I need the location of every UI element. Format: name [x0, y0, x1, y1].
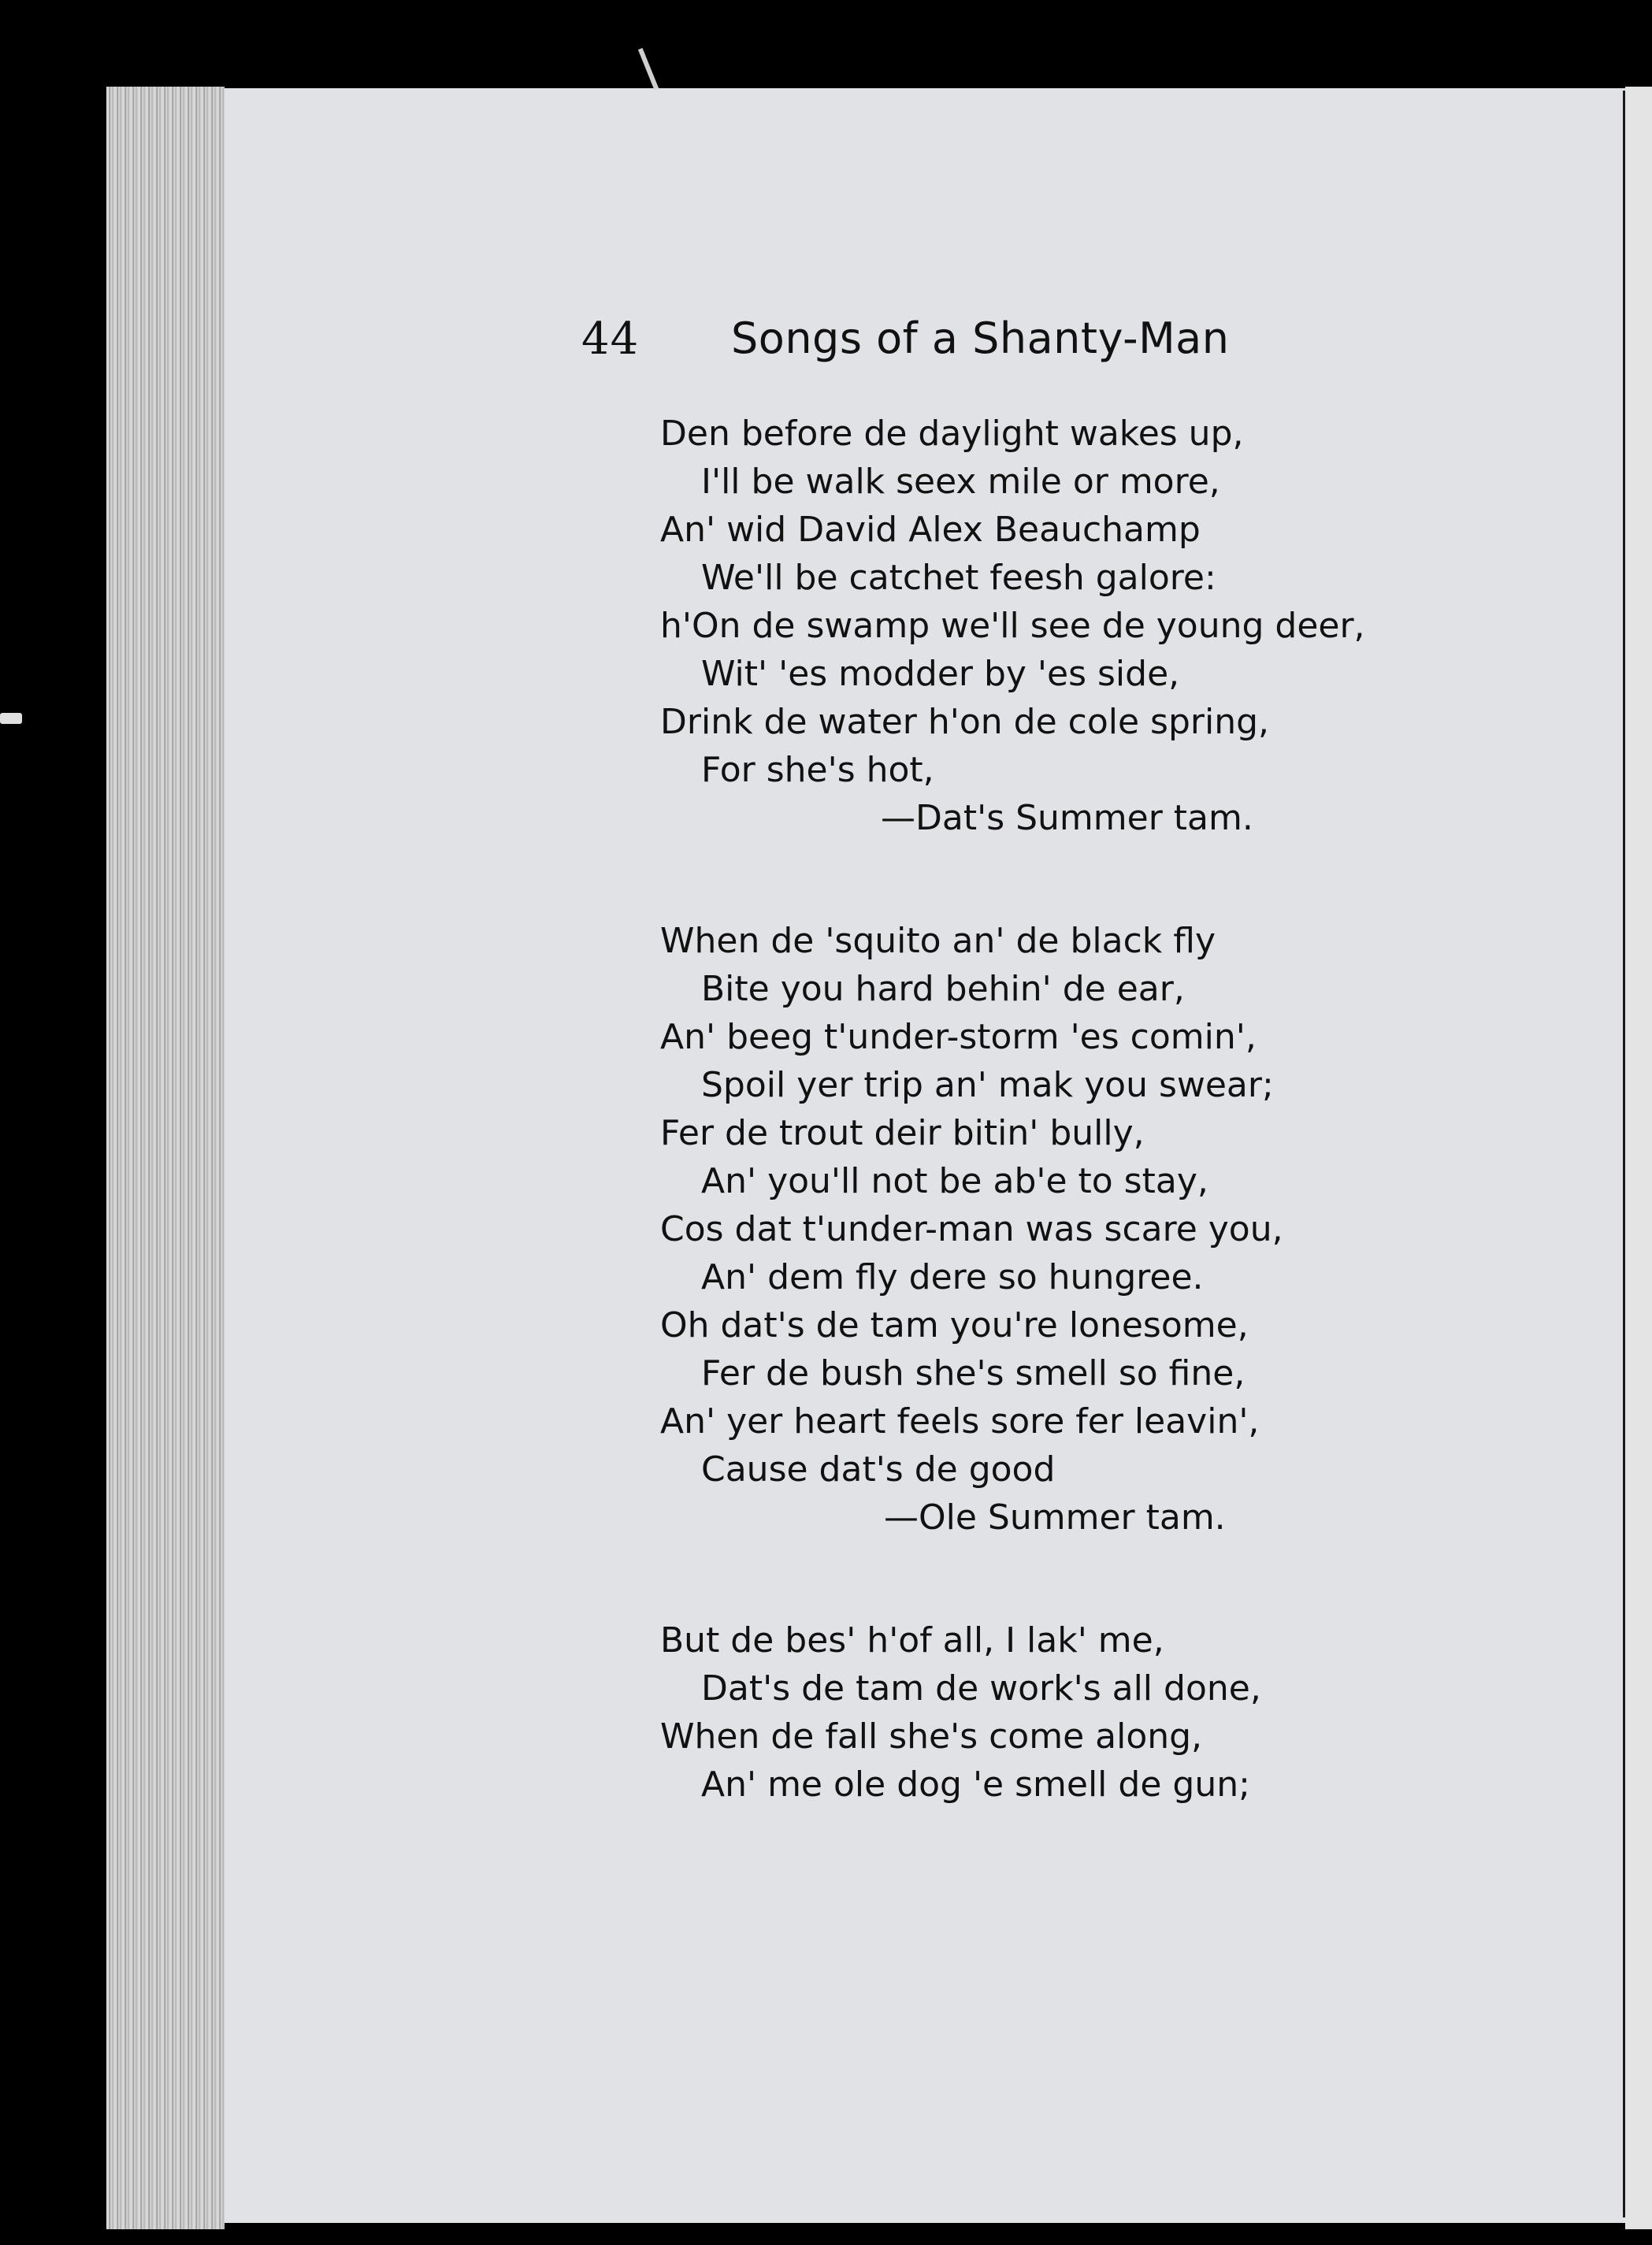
poem-line: An' beeg t'under-storm 'es comin', — [660, 1017, 1257, 1057]
page-header — [581, 314, 1290, 377]
poem-line: Cos dat t'under-man was scare you, — [660, 1209, 1283, 1249]
poem-line: An' you'll not be ab'e to stay, — [701, 1161, 1208, 1201]
poem-line: Drink de water h'on de cole spring, — [660, 702, 1270, 742]
poem-line: Den before de daylight wakes up, — [660, 414, 1244, 454]
poem-line: An' yer heart feels sore fer leavin', — [660, 1401, 1260, 1442]
poem — [660, 410, 1448, 1809]
scan-artifact — [638, 48, 659, 90]
poem-line: But de bes' h'of all, I lak' me, — [660, 1620, 1164, 1661]
poem-line: Wit' 'es modder by 'es side, — [701, 654, 1180, 694]
poem-line-refrain: —Dat's Summer tam. — [881, 798, 1253, 838]
poem-line: Bite you hard behin' de ear, — [701, 969, 1185, 1009]
poem-line: Fer de trout deir bitin' bully, — [660, 1113, 1145, 1153]
poem-line: Fer de bush she's smell so fine, — [701, 1353, 1245, 1393]
page-number: 44 — [581, 314, 640, 365]
scan-artifact-left — [0, 713, 22, 724]
stanza-break — [660, 1542, 1448, 1616]
poem-line: We'll be catchet feesh galore: — [701, 558, 1216, 598]
stanza-break — [660, 842, 1448, 917]
poem-line: An' dem fly dere so hungree. — [701, 1257, 1204, 1297]
poem-line: An' me ole dog 'e smell de gun; — [701, 1764, 1250, 1805]
poem-line: For she's hot, — [701, 750, 934, 790]
poem-line: I'll be walk seex mile or more, — [701, 462, 1220, 502]
poem-line-refrain: —Ole Summer tam. — [884, 1497, 1226, 1538]
poem-line: Dat's de tam de work's all done, — [701, 1668, 1261, 1709]
poem-line: When de 'squito an' de black fly — [660, 921, 1216, 961]
poem-line: When de fall she's come along, — [660, 1716, 1203, 1757]
running-title: Songs of a Shanty-Man — [731, 314, 1230, 363]
poem-line: Cause dat's de good — [701, 1449, 1056, 1490]
poem-line: h'On de swamp we'll see de young deer, — [660, 606, 1365, 646]
poem-line: Oh dat's de tam you're lonesome, — [660, 1305, 1249, 1345]
poem-line: An' wid David Alex Beauchamp — [660, 510, 1201, 550]
facing-page-edge — [1625, 87, 1652, 2229]
poem-line: Spoil yer trip an' mak you swear; — [701, 1065, 1274, 1105]
page-edges — [106, 87, 225, 2229]
